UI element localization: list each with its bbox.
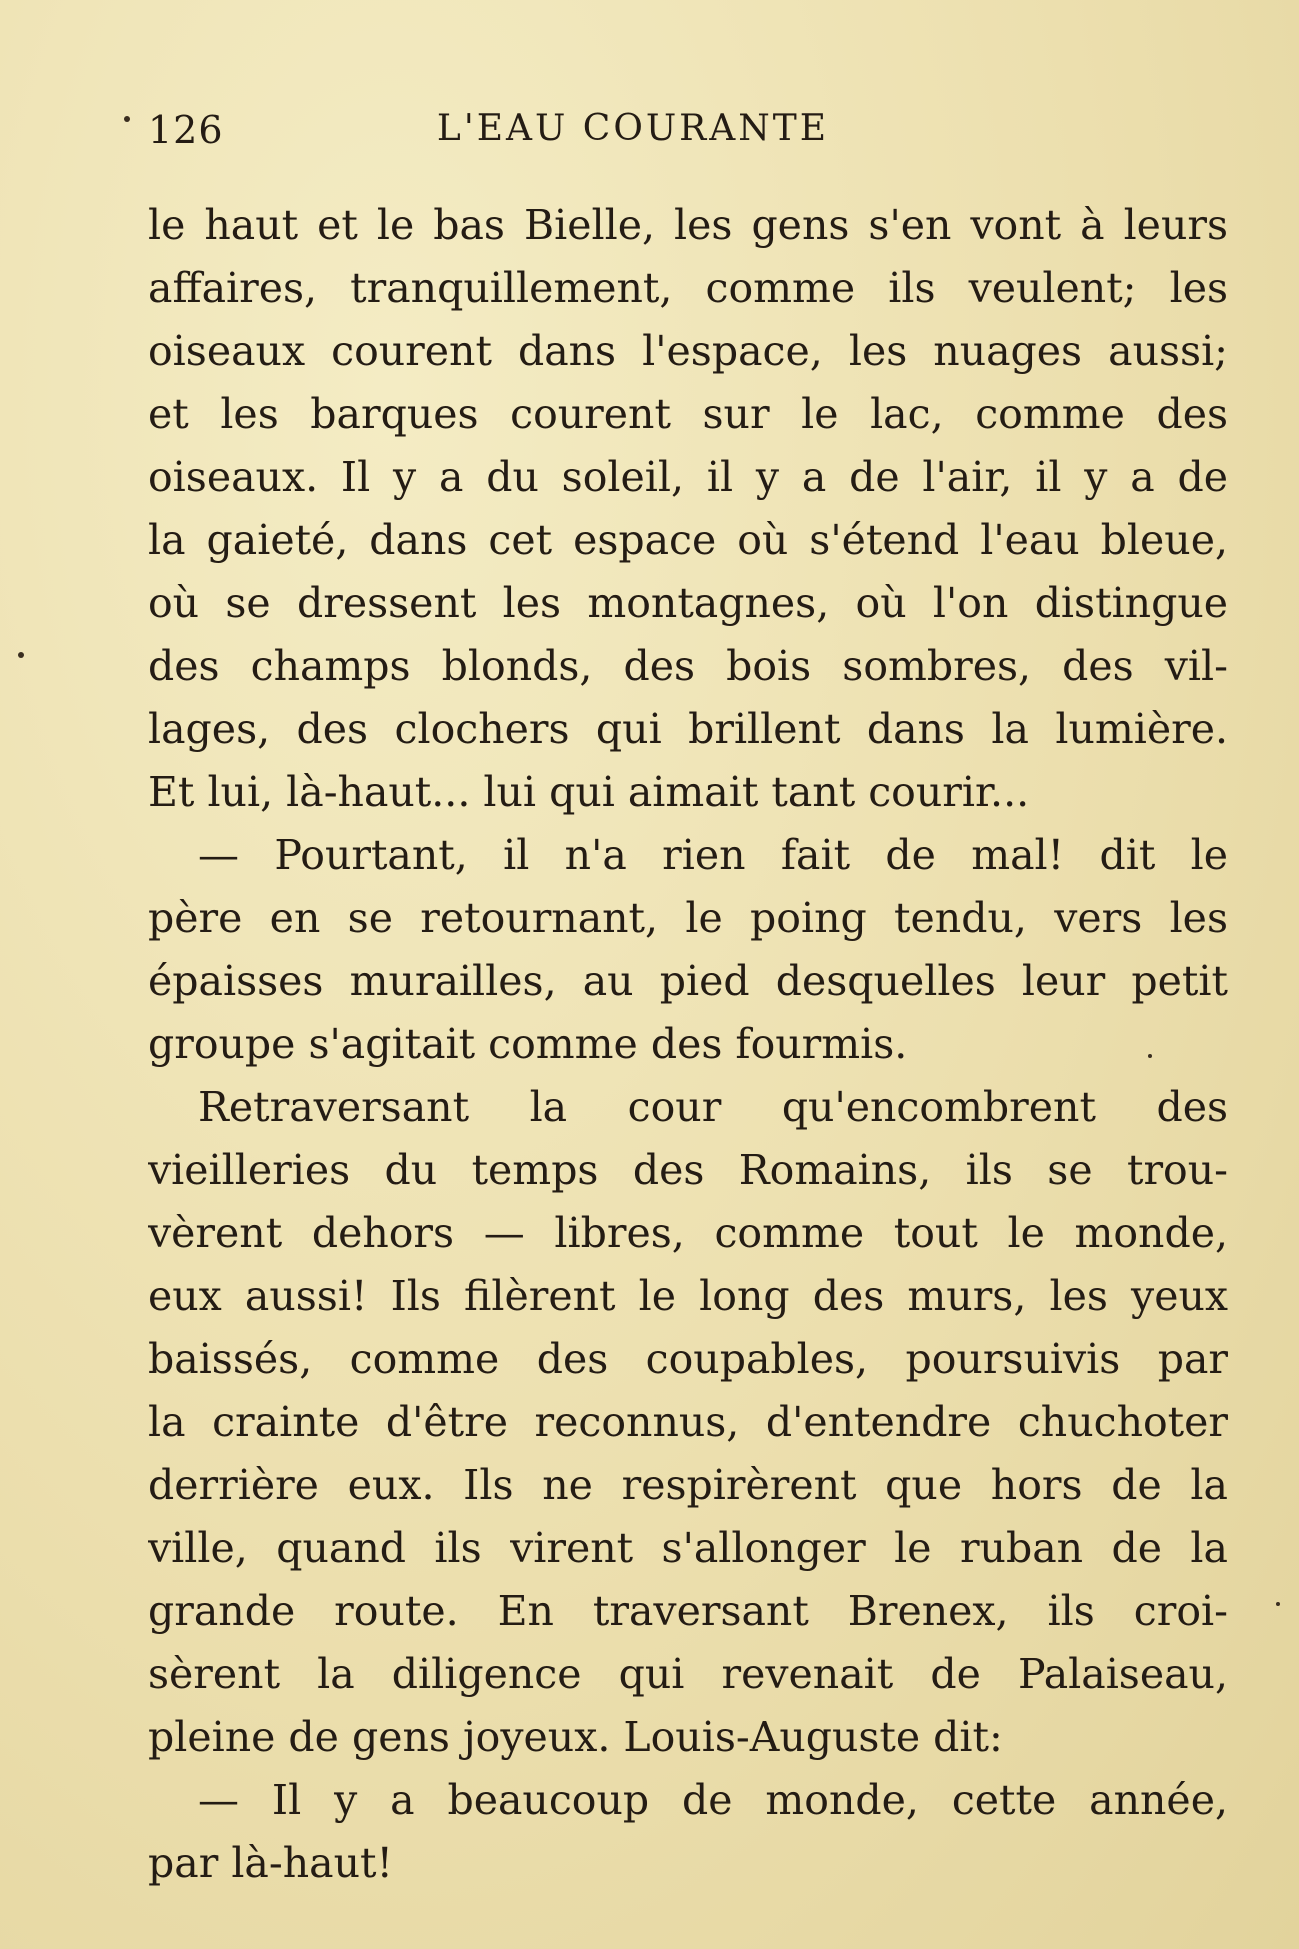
text-line: où se dressent les montagnes, où l'on distingue bbox=[148, 579, 1228, 627]
text-line: par là-haut! bbox=[148, 1839, 393, 1887]
body-text bbox=[148, 194, 1228, 1895]
text-line: derrière eux. Ils ne respirèrent que hors de la bbox=[148, 1461, 1228, 1509]
text-line: eux aussi! Ils filèrent le long des murs, les yeux bbox=[148, 1272, 1228, 1320]
text-line: des champs blonds, des bois sombres, des vil- bbox=[148, 642, 1228, 690]
text-line: le haut et le bas Bielle, les gens s'en vont à leurs bbox=[148, 201, 1228, 249]
text-line: la gaieté, dans cet espace où s'étend l'eau bleue, bbox=[148, 516, 1228, 564]
running-title: L'EAU COURANTE bbox=[436, 108, 830, 149]
text-line: grande route. En traversant Brenex, ils croi- bbox=[148, 1587, 1228, 1635]
ink-speck bbox=[1276, 1602, 1280, 1606]
text-line: baissés, comme des coupables, poursuivis par bbox=[148, 1335, 1228, 1383]
page-header bbox=[148, 108, 1238, 158]
page-number: 126 bbox=[148, 108, 224, 152]
text-line: oiseaux. Il y a du soleil, il y a de l'air, il y a de bbox=[148, 453, 1228, 501]
text-line: vèrent dehors — libres, comme tout le monde, bbox=[148, 1209, 1228, 1257]
text-line: oiseaux courent dans l'espace, les nuages aussi; bbox=[148, 327, 1228, 375]
text-line: Retraversant la cour qu'encombrent des bbox=[198, 1083, 1228, 1131]
text-line: groupe s'agitait comme des fourmis. bbox=[148, 1020, 908, 1068]
ink-speck bbox=[1148, 1054, 1152, 1058]
text-line: sèrent la diligence qui revenait de Palaiseau, bbox=[148, 1650, 1228, 1698]
text-line: et les barques courent sur le lac, comme des bbox=[148, 390, 1228, 438]
ink-speck bbox=[18, 652, 24, 658]
text-line: la crainte d'être reconnus, d'entendre chuchoter bbox=[148, 1398, 1228, 1446]
text-line: Et lui, là-haut... lui qui aimait tant courir... bbox=[148, 768, 1030, 816]
text-line: — Pourtant, il n'a rien fait de mal! dit le bbox=[198, 831, 1228, 879]
text-line: — Il y a beaucoup de monde, cette année, bbox=[198, 1776, 1228, 1824]
text-line: vieilleries du temps des Romains, ils se trou- bbox=[148, 1146, 1228, 1194]
text-line: épaisses murailles, au pied desquelles leur petit bbox=[148, 957, 1228, 1005]
ink-speck bbox=[124, 116, 130, 122]
text-line: père en se retournant, le poing tendu, vers les bbox=[148, 894, 1228, 942]
text-line: lages, des clochers qui brillent dans la lumière. bbox=[148, 705, 1228, 753]
text-line: affaires, tranquillement, comme ils veulent; les bbox=[148, 264, 1228, 312]
text-line: pleine de gens joyeux. Louis-Auguste dit: bbox=[148, 1713, 1003, 1761]
text-line: ville, quand ils virent s'allonger le ruban de la bbox=[148, 1524, 1228, 1572]
